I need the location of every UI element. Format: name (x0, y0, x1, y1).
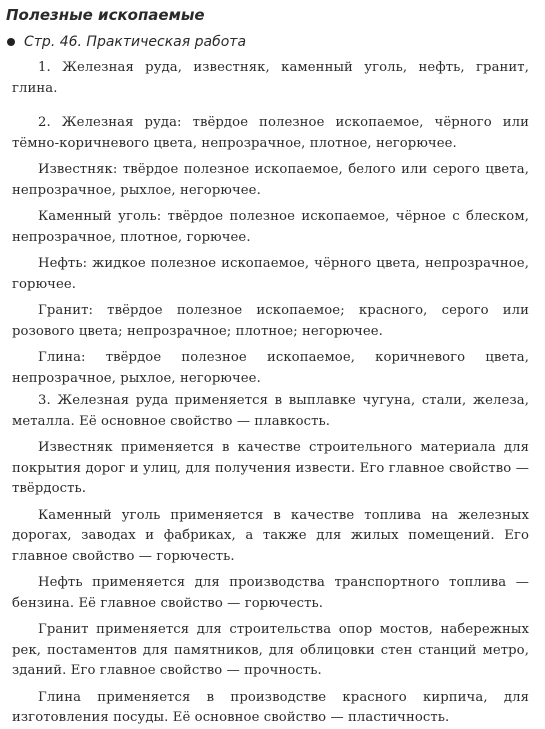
paragraph-8: 3. Железная руда применяется в выплавке чугуна, стали, железа, металла. Её основное свойство — плавкость. (12, 393, 529, 429)
paragraph-10: Каменный уголь применяется в качестве топлива на железных дорогах, заводах и фабриках, а также для жилых помещений. Его главное свойство — горючесть. (12, 507, 529, 564)
paragraph-4: Каменный уголь: твёрдое полезное ископаемое, чёрное с блеском, непрозрачное, плотное, горючее. (12, 209, 529, 245)
paragraph-6: Гранит: твёрдое полезное ископаемое; красного, серого или розового цвета; непрозрачное; плотное; негорючее. (12, 303, 529, 339)
bullet-icon (7, 38, 15, 46)
paragraph-11: Нефть применяется для производства транспортного топлива — бензина. Её главное свойство — горючесть. (12, 575, 529, 611)
section-title: Полезные ископаемые (6, 6, 205, 24)
paragraph-3: Известняк: твёрдое полезное ископаемое, белого или серого цвета, непрозрачное, рыхлое, негорючее. (12, 162, 529, 198)
paragraph-1: 1. Железная руда, известняк, каменный уголь, нефть, гранит, глина. (12, 60, 529, 96)
paragraph-7: Глина: твёрдое полезное ископаемое, коричневого цвета, непрозрачное, рыхлое, негорючее. (12, 350, 529, 386)
practical-work-heading (6, 30, 529, 54)
paragraph-2: 2. Железная руда: твёрдое полезное ископаемое, чёрного или тёмно-коричневого цвета, непрозрачное, плотное, негорючее. (12, 115, 529, 151)
paragraph-5: Нефть: жидкое полезное ископаемое, чёрного цвета, непрозрачное, горючее. (12, 256, 529, 292)
subheading-text: Стр. 46. Практическая работа (24, 34, 247, 50)
paragraph-12: Гранит применяется для строительства опор мостов, набережных рек, постаментов для памятников, для облицовки стен станций метро, зданий. Его главное свойство — прочность. (12, 622, 529, 678)
paragraph-9: Известняк применяется в качестве строительного материала для покрытия дорог и улиц, для получения извести. Его главное свойство — твёрдость. (12, 440, 529, 496)
paragraph-13: Глина применяется в производстве красного кирпича, для изготовления посуды. Её основное свойство — пластичность. (12, 689, 529, 725)
